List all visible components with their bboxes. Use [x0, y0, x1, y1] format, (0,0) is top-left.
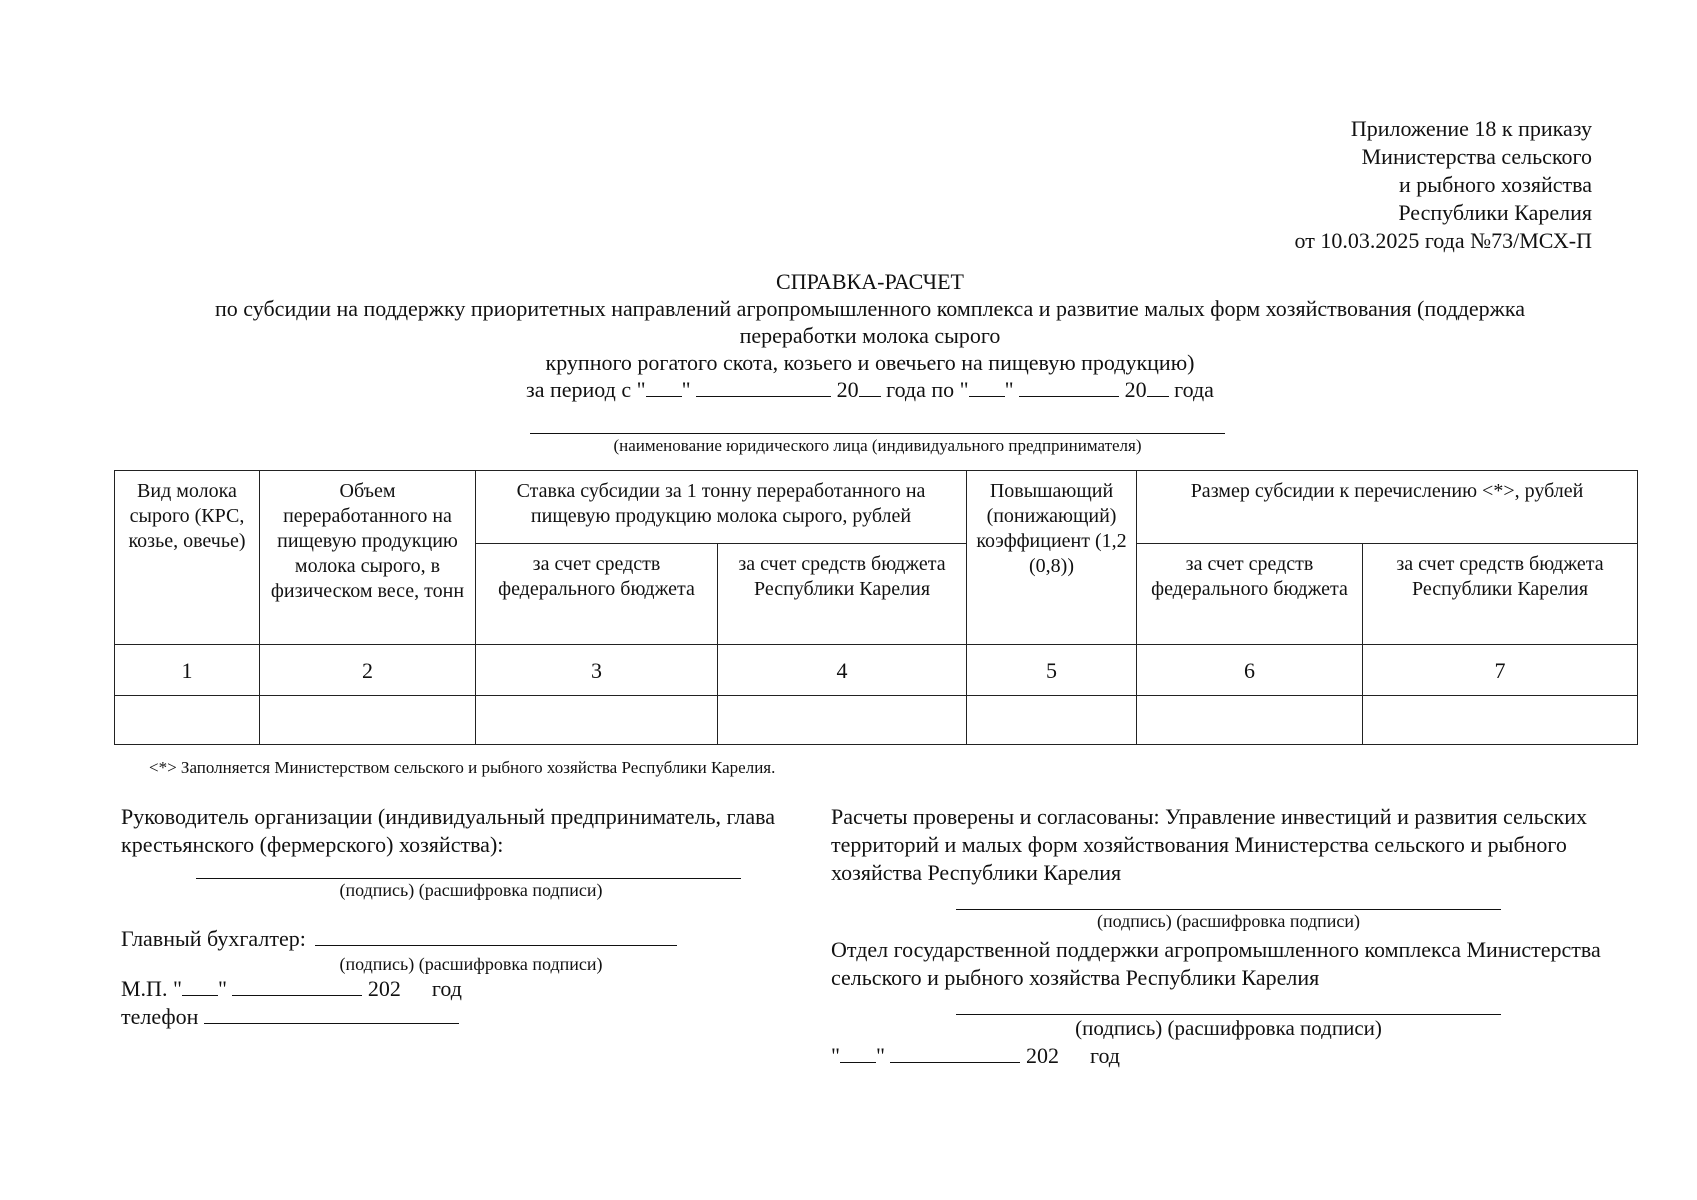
table-cell[interactable]: [967, 696, 1137, 745]
title-line: по субсидии на поддержку приоритетных направлений агропромышленного комплекса и развитие малых форм хозяйствования (поддержка: [215, 296, 1525, 321]
signature-caption: (подпись) (расшифровка подписи): [339, 954, 603, 974]
org-name-caption: (наименование юридического лица (индивидуального предпринимателя): [613, 436, 1142, 455]
period-year-blank: [859, 376, 881, 397]
verification-text: Расчеты проверены и согласованы: Управление инвестиций и развития сельских территорий и малых форм хозяйствования Министерства сельского и рыбного хозяйства Республики Карелия: [831, 804, 1588, 885]
appendix-line: от 10.03.2025 года №73/МСХ-П: [1294, 228, 1592, 253]
quote: ": [831, 1043, 840, 1068]
year-prefix: 20: [1124, 377, 1147, 402]
column-number: 3: [476, 645, 718, 696]
column-number: 4: [718, 645, 967, 696]
accountant-signature-line[interactable]: [315, 925, 677, 946]
period-until: года по ": [886, 377, 969, 402]
column-number: 1: [115, 645, 260, 696]
phone-line[interactable]: [204, 1003, 459, 1024]
document-title: [120, 268, 1620, 403]
month-blank[interactable]: [890, 1042, 1020, 1063]
date-row: [831, 1042, 1631, 1070]
appendix-block: [1172, 115, 1592, 255]
period-year-blank-2: [1147, 376, 1169, 397]
header-rate: Ставка субсидии за 1 тонну переработанного на пищевую продукцию молока сырого, рублей: [476, 471, 967, 544]
header-rate-regional: за счет средств бюджета Республики Карелия: [718, 544, 967, 645]
period-month-blank: [696, 376, 831, 397]
header-volume: Объем переработанного на пищевую продукцию молока сырого, в физическом весе, тонн: [260, 471, 476, 645]
title-period: [120, 376, 1620, 403]
header-amount-federal: за счет средств федерального бюджета: [1137, 544, 1363, 645]
footnote: <*> Заполняется Министерством сельского и рыбного хозяйства Республики Карелия.: [149, 758, 776, 777]
title-line: переработки молока сырого: [739, 323, 1001, 348]
org-name-line: [530, 433, 1225, 434]
seal-date-row: [121, 975, 821, 1003]
quote: ": [1004, 377, 1014, 402]
seal-label: М.П. ": [121, 976, 182, 1001]
accountant-row: [121, 925, 821, 953]
title-heading: СПРАВКА-РАСЧЕТ: [776, 269, 964, 294]
table-row: [115, 696, 1638, 745]
department-text: Отдел государственной поддержки агропромышленного комплекса Министерства сельского и рыбного хозяйства Республики Карелия: [831, 937, 1601, 990]
column-number: 6: [1137, 645, 1363, 696]
table-number-row: [115, 645, 1638, 696]
year-prefix: 202: [1025, 1043, 1059, 1068]
table-cell[interactable]: [115, 696, 260, 745]
day-blank[interactable]: [840, 1042, 876, 1063]
table-cell[interactable]: [476, 696, 718, 745]
column-number: 5: [967, 645, 1137, 696]
header-rate-federal: за счет средств федерального бюджета: [476, 544, 718, 645]
quote: ": [875, 1043, 885, 1068]
year-word: год: [1089, 1043, 1121, 1068]
period-year-word: года: [1174, 377, 1214, 402]
quote: ": [681, 377, 691, 402]
period-day-blank-2: [969, 376, 1005, 397]
table-cell[interactable]: [718, 696, 967, 745]
day-blank[interactable]: [182, 975, 218, 996]
table-header-row: [115, 471, 1638, 544]
column-number: 2: [260, 645, 476, 696]
period-prefix: за период с ": [526, 377, 646, 402]
table-cell[interactable]: [1137, 696, 1363, 745]
subsidy-table: [114, 470, 1638, 745]
table-cell[interactable]: [260, 696, 476, 745]
title-line: крупного рогатого скота, козьего и овечьего на пищевую продукцию): [545, 350, 1195, 375]
accountant-label: Главный бухгалтер:: [121, 926, 306, 951]
year-prefix: 202: [367, 976, 401, 1001]
column-number: 7: [1363, 645, 1638, 696]
quote: ": [217, 976, 227, 1001]
appendix-line: Приложение 18 к приказу: [1350, 116, 1592, 141]
header-coefficient: Повышающий (понижающий) коэффициент (1,2 (0,8)): [967, 471, 1137, 645]
table-cell[interactable]: [1363, 696, 1638, 745]
head-title: Руководитель организации (индивидуальный предприниматель, глава крестьянского (фермерского) хозяйства):: [121, 804, 775, 857]
header-amount-regional: за счет средств бюджета Республики Карелия: [1363, 544, 1638, 645]
phone-row: [121, 1003, 821, 1031]
left-signature-block: [121, 803, 821, 1031]
year-prefix: 20: [836, 377, 859, 402]
phone-label: телефон: [121, 1004, 199, 1029]
header-subsidy-amount: Размер субсидии к перечислению <*>, рублей: [1137, 471, 1638, 544]
year-word: год: [431, 976, 462, 1001]
month-blank[interactable]: [232, 975, 362, 996]
signature-caption: (подпись) (расшифровка подписи): [339, 880, 603, 900]
right-signature-block: [831, 803, 1631, 1070]
appendix-line: Министерства сельского: [1361, 144, 1592, 169]
appendix-line: Республики Карелия: [1398, 200, 1592, 225]
signature-caption: (подпись) (расшифровка подписи): [1075, 1016, 1382, 1040]
period-month-blank-2: [1019, 376, 1119, 397]
signature-caption: (подпись) (расшифровка подписи): [1097, 911, 1360, 931]
appendix-line: и рыбного хозяйства: [1399, 172, 1592, 197]
header-milk-type: Вид молока сырого (КРС, козье, овечье): [115, 471, 260, 645]
period-day-blank: [646, 376, 682, 397]
